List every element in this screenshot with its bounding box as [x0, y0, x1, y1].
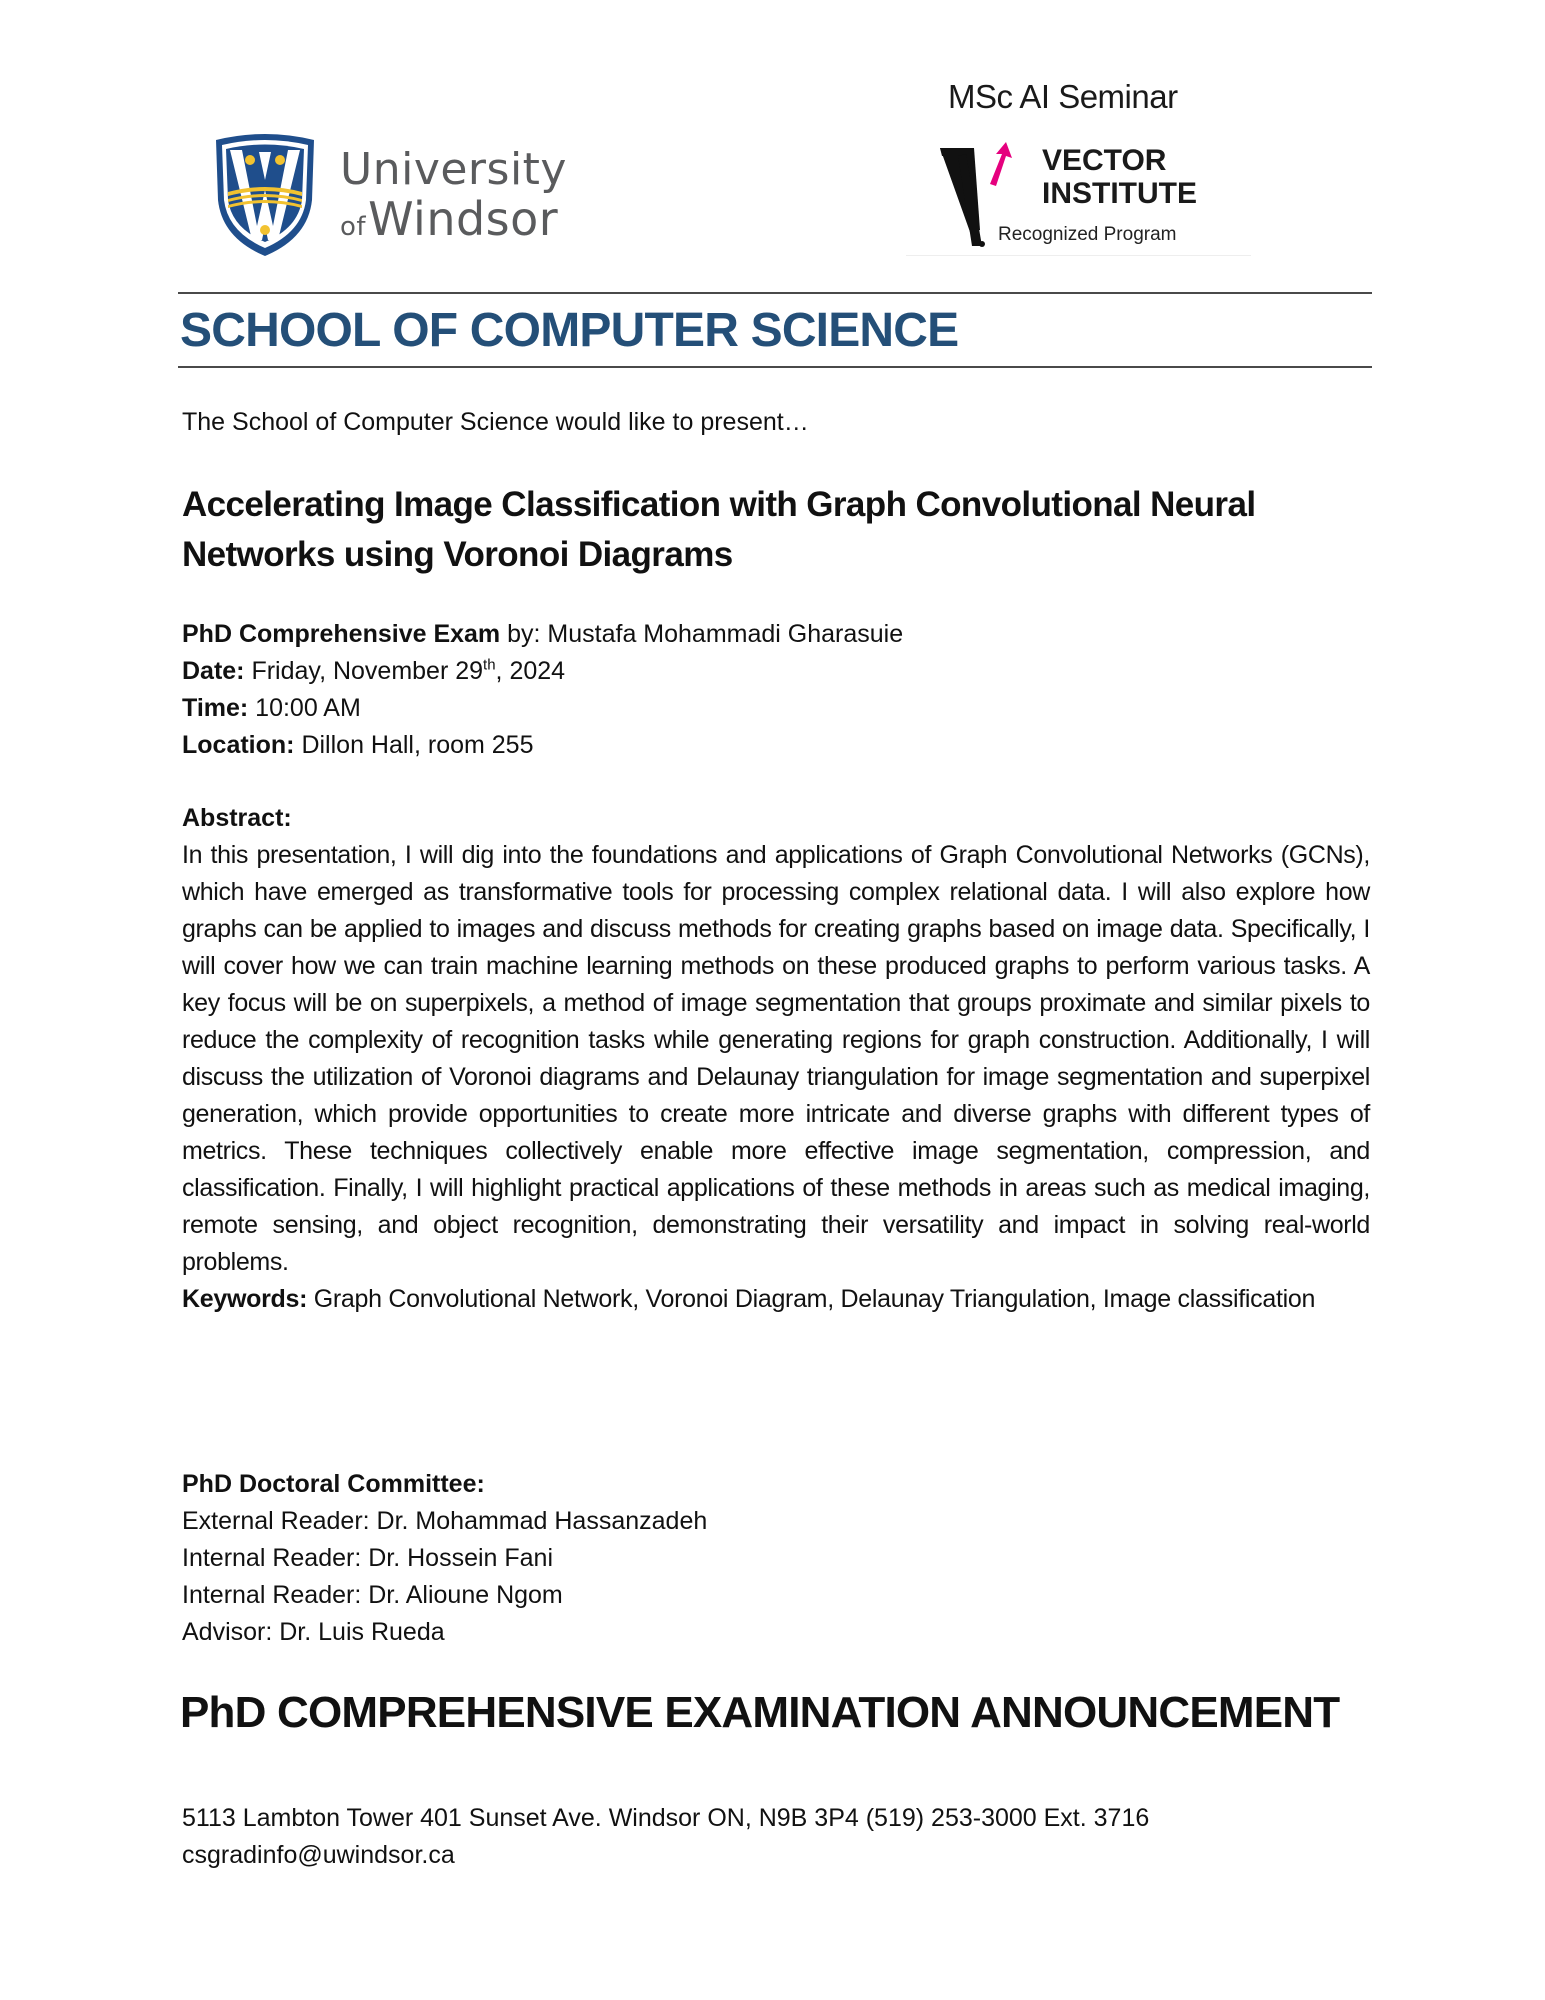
- event-details: [182, 616, 903, 764]
- university-shield-icon: [212, 130, 318, 258]
- university-wordmark-of: of: [340, 212, 367, 242]
- date-year: , 2024: [495, 657, 566, 685]
- committee-section: [182, 1466, 707, 1651]
- university-wordmark-line1: University: [340, 144, 567, 195]
- location-value: Dillon Hall, room 255: [294, 731, 534, 759]
- announcement-heading: PhD COMPREHENSIVE EXAMINATION ANNOUNCEMENT: [180, 1688, 1340, 1737]
- date-label: Date:: [182, 657, 245, 685]
- abstract-heading: Abstract:: [182, 804, 292, 832]
- seminar-title: MSc AI Seminar: [948, 78, 1178, 115]
- contact-footer: [182, 1800, 1149, 1874]
- banner-top-rule: [178, 292, 1372, 294]
- committee-member: Advisor: Dr. Luis Rueda: [182, 1618, 445, 1646]
- date-ordinal: th: [483, 656, 496, 674]
- intro-text: The School of Computer Science would like to present…: [182, 408, 809, 436]
- keywords-line: [182, 1281, 1322, 1318]
- vector-institute-block: [900, 70, 1280, 260]
- vector-institute-name: [1042, 144, 1197, 210]
- abstract-section: [182, 800, 1370, 1318]
- footer-address: 5113 Lambton Tower 401 Sunset Ave. Windsor ON, N9B 3P4 (519) 253-3000 Ext. 3716: [182, 1804, 1150, 1832]
- committee-member: Internal Reader: Dr. Hossein Fani: [182, 1544, 554, 1572]
- footer-email[interactable]: csgradinfo@uwindsor.ca: [182, 1841, 455, 1869]
- talk-title: Accelerating Image Classification with Graph Convolutional Neural Networks using Voronoi Diagrams: [182, 485, 1256, 574]
- time-line: [182, 690, 903, 727]
- committee-member: External Reader: Dr. Mohammad Hassanzadeh: [182, 1507, 708, 1535]
- banner-bottom-rule: [178, 366, 1372, 368]
- vector-name-line2: INSTITUTE: [1042, 177, 1197, 210]
- keywords-label: Keywords:: [182, 1285, 308, 1313]
- vector-block-divider: [906, 255, 1251, 256]
- keywords-value: Graph Convolutional Network, Voronoi Diagram, Delaunay Triangulation, Image classification: [307, 1285, 1316, 1313]
- date-value: Friday, November 29: [244, 657, 484, 685]
- date-line: [182, 653, 903, 690]
- exam-label: PhD Comprehensive Exam: [182, 620, 501, 648]
- university-wordmark-windsor: Windsor: [368, 192, 559, 246]
- university-wordmark-line2: [340, 192, 567, 246]
- location-label: Location:: [182, 731, 295, 759]
- school-title: SCHOOL OF COMPUTER SCIENCE: [180, 304, 959, 357]
- university-of-windsor-logo: [212, 130, 572, 260]
- presenter-prefix: by:: [500, 620, 548, 648]
- time-value: 10:00 AM: [248, 694, 361, 722]
- abstract-body: In this presentation, I will dig into the foundations and applications of Graph Convolutional Networks (GCNs), which have emerged as transformative tools for processing complex relational data. I will also explore how graphs can be applied to images and discuss methods for creating graphs based on image data. Specifically, I will cover how we can train machine learning methods on these produced graphs to perform various tasks. A key focus will be on superpixels, a method of image segmentation that groups proximate and similar pixels to reduce the complexity of recognition tasks while generating regions for graph construction. Additionally, I will discuss the utilization of Voronoi diagrams and Delaunay triangulation for image segmentation and superpixel generation, which provide opportunities to create more intricate and diverse graphs with different types of metrics. These techniques collectively enable more effective image segmentation, compression, and classification. Finally, I will highlight practical applications of these methods in areas such as medical imaging, remote sensing, and object recognition, demonstrating their versatility and impact in solving real-world problems.: [182, 841, 1370, 1276]
- university-wordmark: [340, 144, 567, 246]
- exam-presenter-line: [182, 616, 903, 653]
- presenter-name: Mustafa Mohammadi Gharasuie: [547, 620, 904, 648]
- committee-heading: PhD Doctoral Committee:: [182, 1470, 485, 1498]
- time-label: Time:: [182, 694, 249, 722]
- vector-name-line1: VECTOR: [1042, 144, 1167, 177]
- recognized-program-label: Recognized Program: [998, 224, 1177, 245]
- committee-member: Internal Reader: Dr. Alioune Ngom: [182, 1581, 563, 1609]
- location-line: [182, 727, 903, 764]
